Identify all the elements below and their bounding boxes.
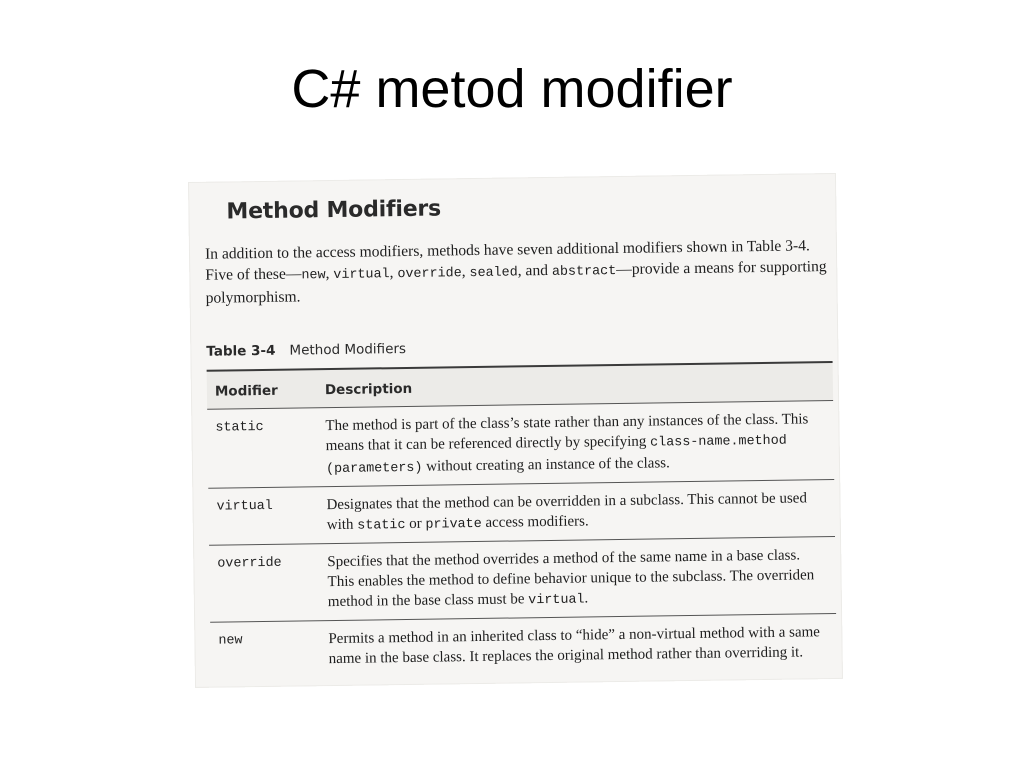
inline-code: virtual [528,592,585,609]
table-row [209,537,836,623]
section-heading: Method Modifiers [226,196,442,225]
column-header-description: Description [324,380,413,399]
table-caption-text: Method Modifiers [289,340,407,359]
table-row [208,480,835,546]
table-number: Table 3-4 [206,342,276,360]
inline-code: private [425,516,482,533]
table-caption [206,341,406,360]
inline-code: class-name.method (parameters) [325,433,787,478]
table-row [207,401,834,489]
slide-title: C# metod modifier [291,59,733,119]
modifier-cell: new [218,633,243,649]
table-row [210,614,837,677]
column-header-modifier: Modifier [214,382,278,400]
inline-code: static [357,517,406,534]
description-cell: The method is part of the class’s state rather than any instances of the class. This means that it can be referenced directly by specifying class-name.method (parameters) without creating an instance of the class. [325,411,809,478]
modifier-cell: static [215,419,264,436]
modifier-cell: virtual [216,498,273,515]
scanned-book-page [188,173,843,688]
code-sealed: sealed [469,265,518,282]
code-new: new [301,268,326,284]
code-override: override [397,266,462,283]
description-cell: Designates that the method can be overridden in a subclass. This cannot be used with static or private access modifiers. [326,490,808,534]
modifier-cell: override [217,555,282,572]
code-virtual: virtual [333,267,390,283]
modifiers-table [207,361,837,677]
description-cell: Permits a method in an inherited class to “hide” a non-virtual method with a same name in the base class. It replaces the original method rather than overriding it. [328,624,821,668]
description-cell: Specifies that the method overrides a method of the same name in a base class. This enables the method to define behavior unique to the subclass. The overriden method in the base class must be virtual. [327,547,815,611]
intro-paragraph: In addition to the access modifiers, methods have seven additional modifiers shown in Table 3-4. Five of these—new, virtual, override, sealed, and abstract—provide a means for supporting polymorphism. [204,237,827,307]
code-abstract: abstract [551,264,617,280]
